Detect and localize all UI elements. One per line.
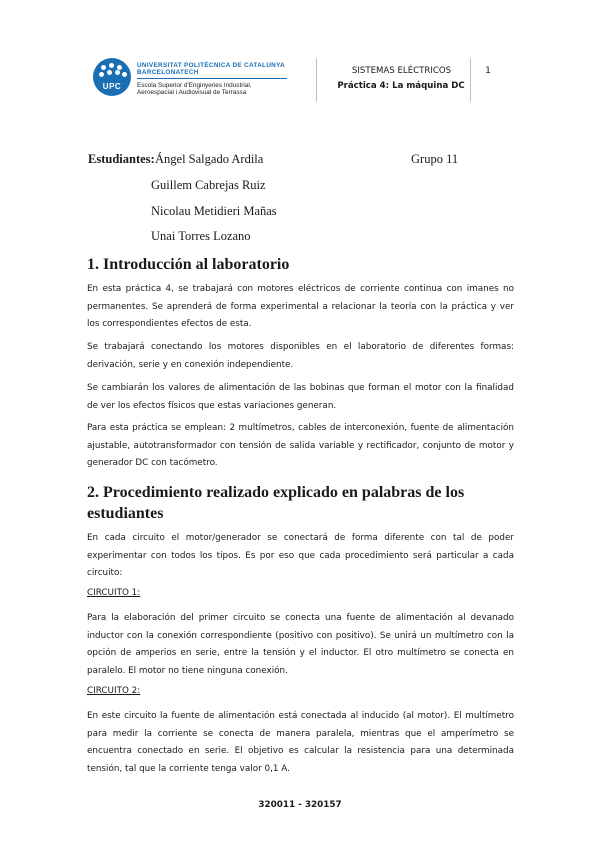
university-logo xyxy=(93,58,293,102)
group-label: Grupo 11 xyxy=(411,152,459,166)
paragraph: En cada circuito el motor/generador se conectará de forma diferente con tal de poder experimentar con todos los tipos. Es por eso que cada procedimiento será particular a cada circuito: xyxy=(87,533,514,578)
section-heading: 1. Introducción al laboratorio xyxy=(87,256,290,273)
student-name: Nicolau Metidieri Mañas xyxy=(151,204,277,218)
section-heading: 2. Procedimiento realizado explicado en palabras de los estudiantes xyxy=(87,484,465,522)
header-practice-title: Práctica 4: La máquina DC xyxy=(337,81,465,91)
logo-school-line2: Aeroespacial i Audiovisual de Terrassa xyxy=(137,89,247,96)
circuit-title: CIRCUITO 1: xyxy=(87,588,141,598)
header-divider xyxy=(470,58,471,102)
header-course-title: SISTEMAS ELÉCTRICOS xyxy=(351,66,452,76)
logo-barcelonatech: BARCELONATECH xyxy=(137,69,199,76)
logo-mark: UPC xyxy=(102,82,122,91)
paragraph: Para la elaboración del primer circuito se conecta una fuente de alimentación al devanado inductor con la conexión correspondiente (positivo con positivo). Se unirá un multímetro con la opción de amperios en serie, entre la tensión y el inductor. El otro multímetro se conecta en paralelo. El motor no tiene ninguna conexión. xyxy=(87,613,514,676)
paragraph: En este circuito la fuente de alimentación está conectada al inducido (al motor). El multímetro para medir la corriente se conecta de manera paralela, mientras que el amperímetro se encuentra conectado en serie. El objetivo es calcular la resistencia para una determinada tensión, tal que la corriente tenga valor 0,1 A. xyxy=(87,711,514,774)
paragraph: Se trabajará conectando los motores disponibles en el laboratorio de diferentes formas: derivación, serie y en conexión independiente. xyxy=(87,342,514,370)
student-name: Guillem Cabrejas Ruiz xyxy=(151,178,266,192)
upc-logo-icon xyxy=(93,58,131,96)
paragraph: En esta práctica 4, se trabajará con motores eléctricos de corriente continua con imanes no permanentes. Se aprenderá de forma experimental a relacionar la teoría con la práctica y ver los correspondientes efectos de esta. xyxy=(87,284,514,329)
header-divider xyxy=(316,58,317,102)
page-number: 1 xyxy=(485,66,491,76)
student-name: Unai Torres Lozano xyxy=(151,229,251,243)
footer-code: 320011 - 320157 xyxy=(258,800,342,810)
logo-university-name: UNIVERSITAT POLITÈCNICA DE CATALUNYA xyxy=(137,62,285,69)
paragraph: Para esta práctica se emplean: 2 multímetros, cables de interconexión, fuente de alimentación ajustable, autotransformador con tensión de salida variable y rectificador, conjunto de motor y generador DC con tacómetro. xyxy=(87,423,514,468)
students-label: Estudiantes: xyxy=(88,152,155,166)
logo-divider xyxy=(137,78,287,79)
student-name: Ángel Salgado Ardila xyxy=(155,152,264,166)
logo-school-line1: Escola Superior d'Enginyeries Industrial, xyxy=(137,82,252,89)
paragraph: Se cambiarán los valores de alimentación de las bobinas que forman el motor con la finalidad de ver los efectos físicos que estas variaciones generan. xyxy=(87,383,514,411)
circuit-title: CIRCUITO 2: xyxy=(87,686,141,696)
